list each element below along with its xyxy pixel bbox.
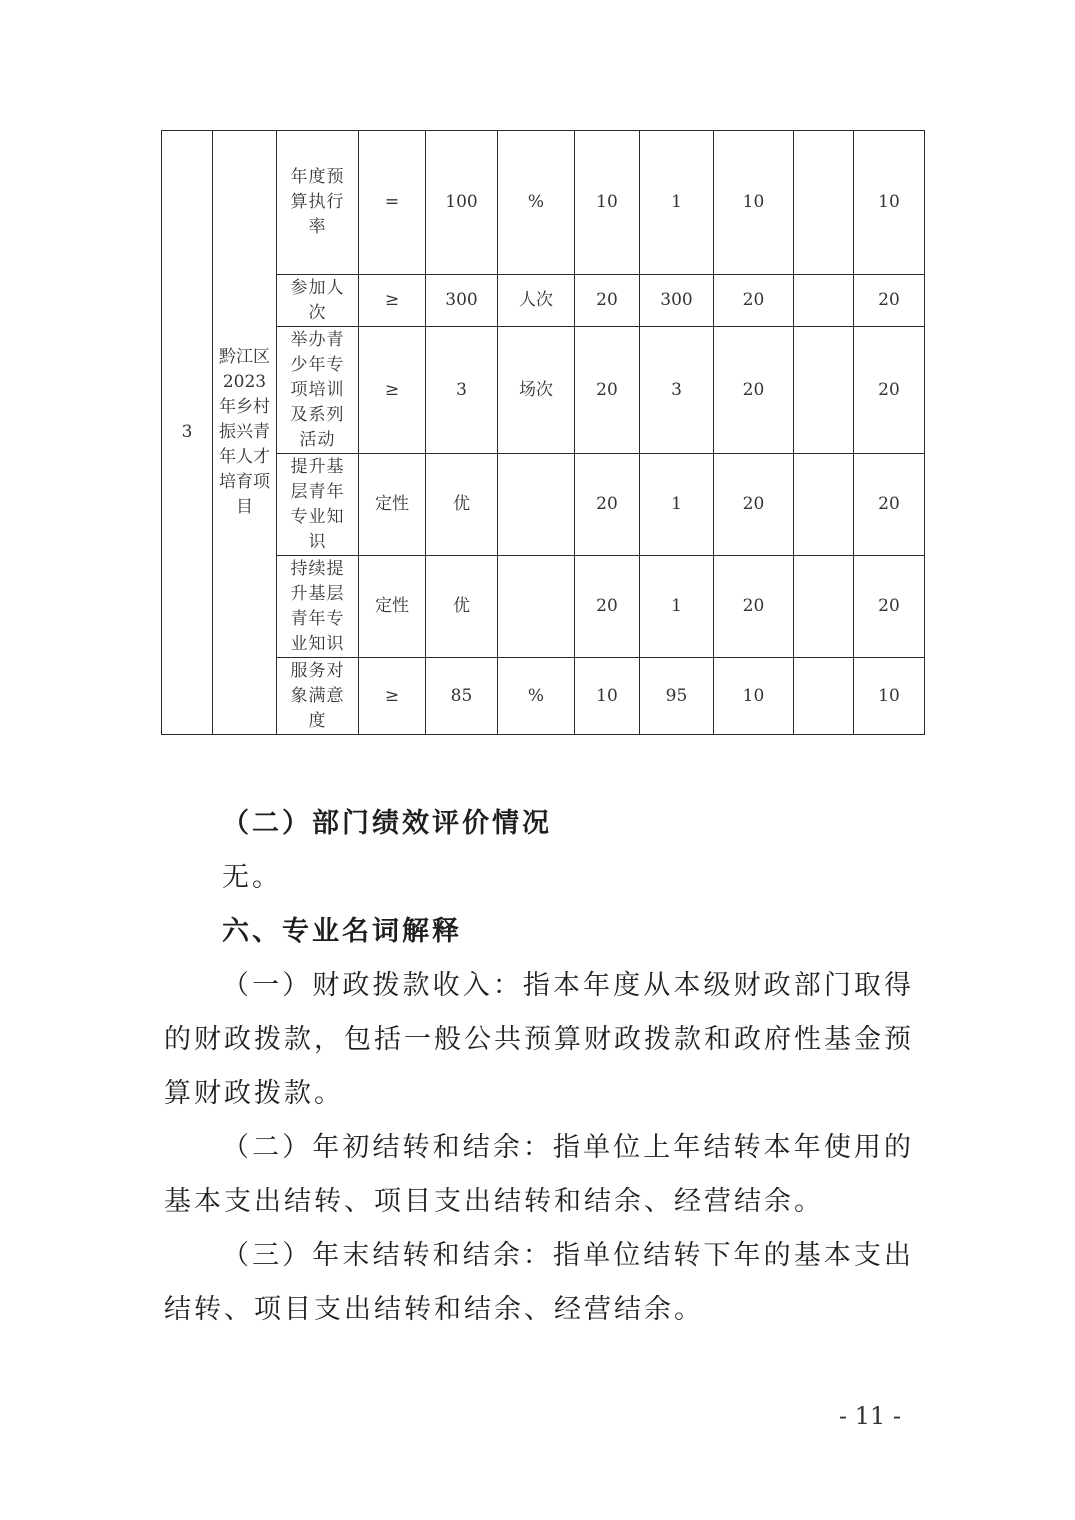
actual-cell: 95	[640, 658, 714, 735]
operator-cell: 定性	[359, 556, 426, 658]
target-cell: 优	[426, 556, 498, 658]
operator-cell: ≥	[359, 658, 426, 735]
score-cell: 20	[714, 327, 794, 454]
remark-cell	[794, 131, 854, 275]
unit-cell: %	[498, 658, 575, 735]
performance-table	[161, 130, 925, 735]
table-row	[162, 454, 925, 556]
dept-eval-content: 无。	[222, 862, 282, 893]
target-cell: 优	[426, 454, 498, 556]
dept-eval-section	[164, 797, 914, 1337]
project-name: 黔江区2023年乡村振兴青年人才培育项目	[213, 131, 277, 735]
remark-cell	[794, 327, 854, 454]
actual-cell: 1	[640, 131, 714, 275]
page-number: - 11 -	[838, 1402, 901, 1430]
target-cell: 3	[426, 327, 498, 454]
indicator-name: 举办青少年专项培训及系列活动	[277, 327, 359, 454]
remark-cell	[794, 556, 854, 658]
weight-cell: 10	[575, 131, 640, 275]
table-row	[162, 658, 925, 735]
unit-cell	[498, 556, 575, 658]
weight-cell: 20	[575, 327, 640, 454]
indicator-name: 服务对象满意度	[277, 658, 359, 735]
indicator-name: 参加人次	[277, 275, 359, 327]
actual-cell: 3	[640, 327, 714, 454]
remark-cell	[794, 658, 854, 735]
total-cell: 10	[854, 131, 925, 275]
glossary-item: （二）年初结转和结余：指单位上年结转本年使用的基本支出结转、项目支出结转和结余、经营结余。	[164, 1132, 914, 1217]
remark-cell	[794, 275, 854, 327]
weight-cell: 20	[575, 556, 640, 658]
glossary-item: （三）年末结转和结余：指单位结转下年的基本支出结转、项目支出结转和结余、经营结余。	[164, 1240, 914, 1325]
operator-cell: ≥	[359, 275, 426, 327]
score-cell: 10	[714, 658, 794, 735]
score-cell: 20	[714, 454, 794, 556]
weight-cell: 20	[575, 454, 640, 556]
unit-cell: 场次	[498, 327, 575, 454]
target-cell: 85	[426, 658, 498, 735]
total-cell: 20	[854, 556, 925, 658]
table-row	[162, 131, 925, 275]
total-cell: 20	[854, 275, 925, 327]
score-cell: 20	[714, 556, 794, 658]
unit-cell: %	[498, 131, 575, 275]
operator-cell: ≥	[359, 327, 426, 454]
indicator-name: 年度预算执行率	[277, 131, 359, 275]
total-cell: 10	[854, 658, 925, 735]
score-cell: 10	[714, 131, 794, 275]
remark-cell	[794, 454, 854, 556]
score-cell: 20	[714, 275, 794, 327]
actual-cell: 300	[640, 275, 714, 327]
operator-cell: =	[359, 131, 426, 275]
table-row	[162, 327, 925, 454]
operator-cell: 定性	[359, 454, 426, 556]
unit-cell: 人次	[498, 275, 575, 327]
weight-cell: 20	[575, 275, 640, 327]
glossary-item: （一）财政拨款收入：指本年度从本级财政部门取得的财政拨款，包括一般公共预算财政拨款和政府性基金预算财政拨款。	[164, 970, 914, 1109]
total-cell: 20	[854, 454, 925, 556]
row-index: 3	[162, 131, 213, 735]
actual-cell: 1	[640, 454, 714, 556]
target-cell: 300	[426, 275, 498, 327]
glossary-heading: 六、专业名词解释	[222, 916, 462, 947]
indicator-name: 持续提升基层青年专业知识	[277, 556, 359, 658]
table-row	[162, 556, 925, 658]
actual-cell: 1	[640, 556, 714, 658]
table-row	[162, 275, 925, 327]
total-cell: 20	[854, 327, 925, 454]
target-cell: 100	[426, 131, 498, 275]
indicator-name: 提升基层青年专业知识	[277, 454, 359, 556]
unit-cell	[498, 454, 575, 556]
dept-eval-heading: （二）部门绩效评价情况	[222, 808, 552, 839]
weight-cell: 10	[575, 658, 640, 735]
